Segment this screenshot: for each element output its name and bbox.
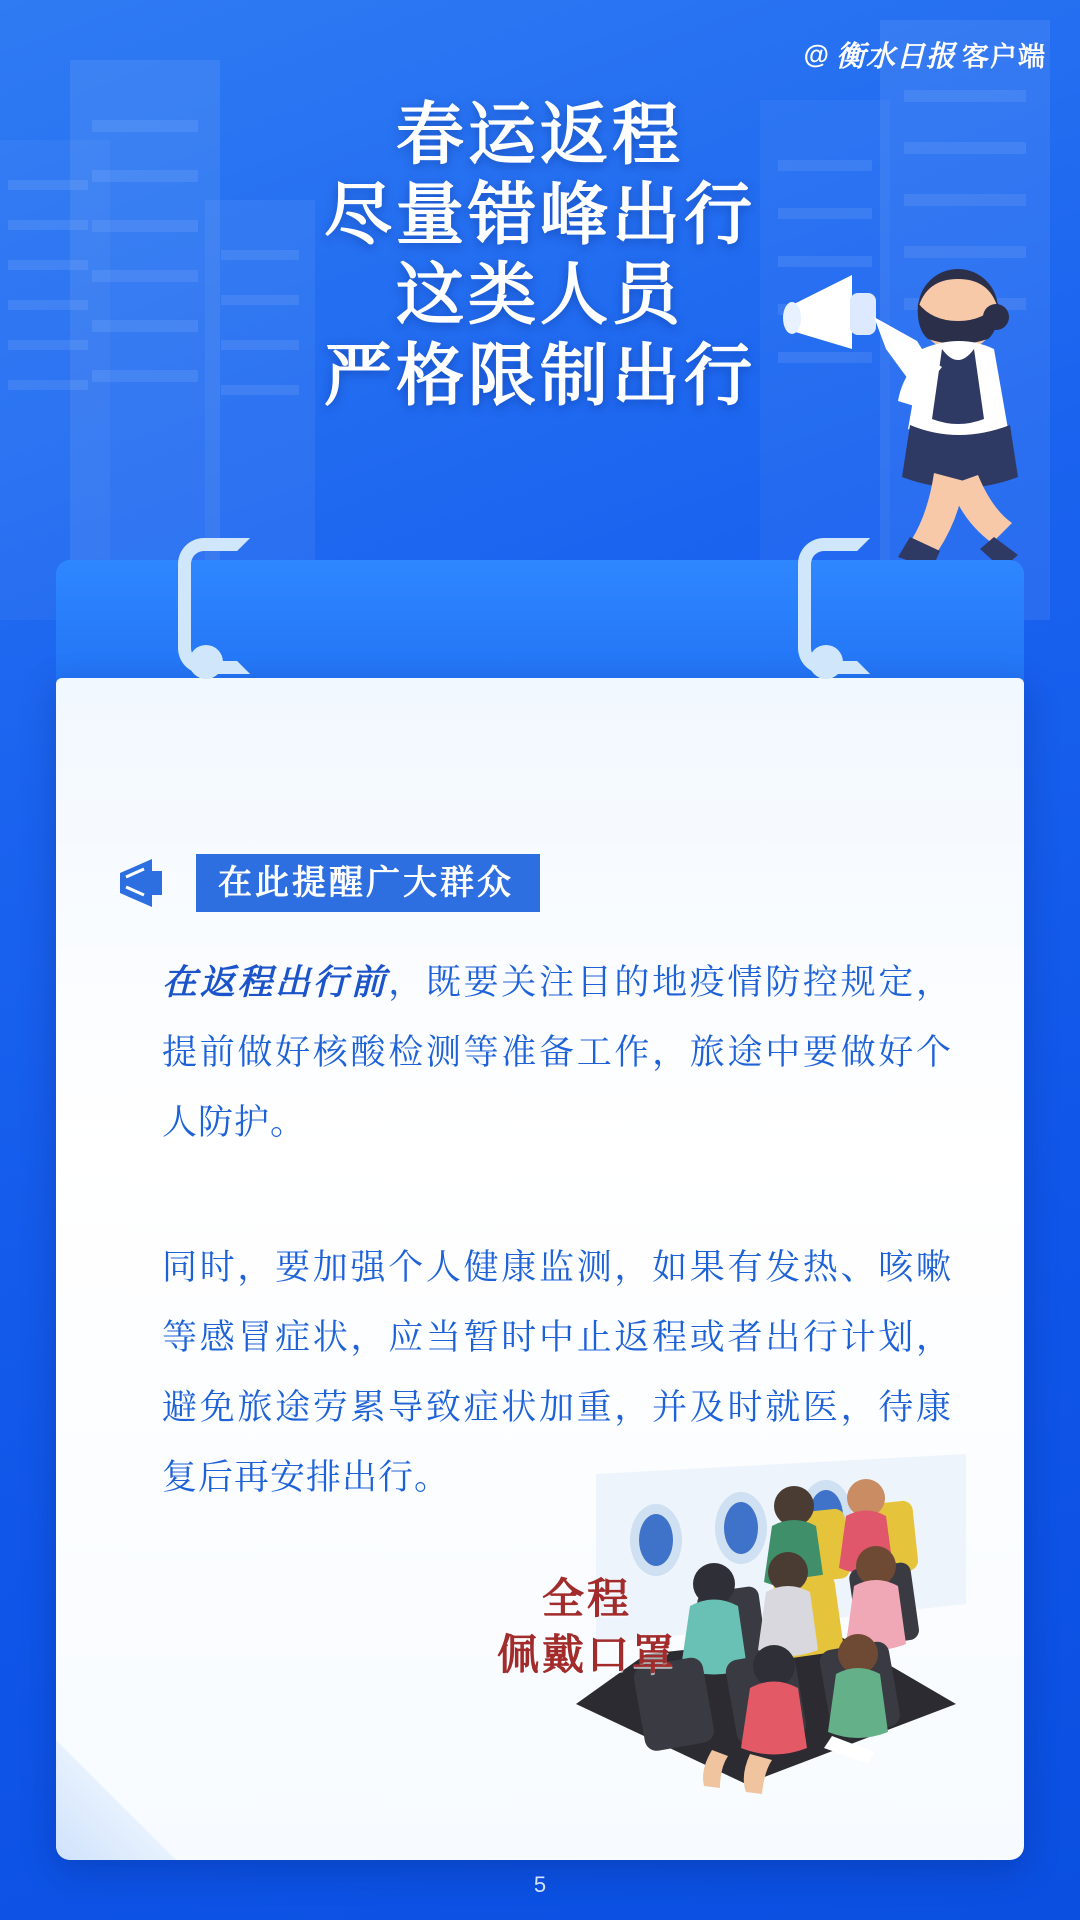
paragraph-1-emphasis: 在返程出行前 xyxy=(162,963,389,1002)
girl-with-megaphone-illustration xyxy=(782,245,1052,575)
section-label: 在此提醒广大群众 xyxy=(196,854,540,912)
caption-line-1: 全程 xyxy=(541,1574,632,1622)
paragraph-1-rest: ，既要关注目的地疫情防控规定，提前做好核酸检测等准备工作，旅途中要做好个人防护。 xyxy=(162,963,952,1142)
publisher-name: 衡水日报 xyxy=(835,41,956,73)
title-line-3: 这类人员 xyxy=(395,257,684,334)
title-line-4: 严格限制出行 xyxy=(323,337,756,414)
binder-ring-left xyxy=(178,538,250,674)
illustration-caption xyxy=(482,1571,692,1684)
at-symbol: @ xyxy=(803,39,830,69)
paragraph-2: 同时，要加强个人健康监测，如果有发热、咳嗽等感冒症状，应当暂时中止返程或者出行计划，避免旅途劳累导致症状加重，并及时就医，待康复后再安排出行。 xyxy=(162,1248,952,1497)
title-line-1: 春运返程 xyxy=(395,97,684,173)
page-curl-decoration xyxy=(56,1740,176,1860)
content-card xyxy=(56,560,1024,1860)
binder-ring-right xyxy=(798,538,870,674)
megaphone-icon xyxy=(118,857,180,909)
caption-line-2: 佩戴口罩 xyxy=(496,1631,677,1679)
section-heading xyxy=(118,854,540,912)
card-body xyxy=(56,678,1024,1860)
publisher-suffix: 客户端 xyxy=(962,42,1046,72)
title-line-2: 尽量错峰出行 xyxy=(323,177,756,254)
paragraph-1 xyxy=(162,948,952,1158)
source-watermark xyxy=(804,34,1046,75)
page-number: 5 xyxy=(533,1872,547,1897)
